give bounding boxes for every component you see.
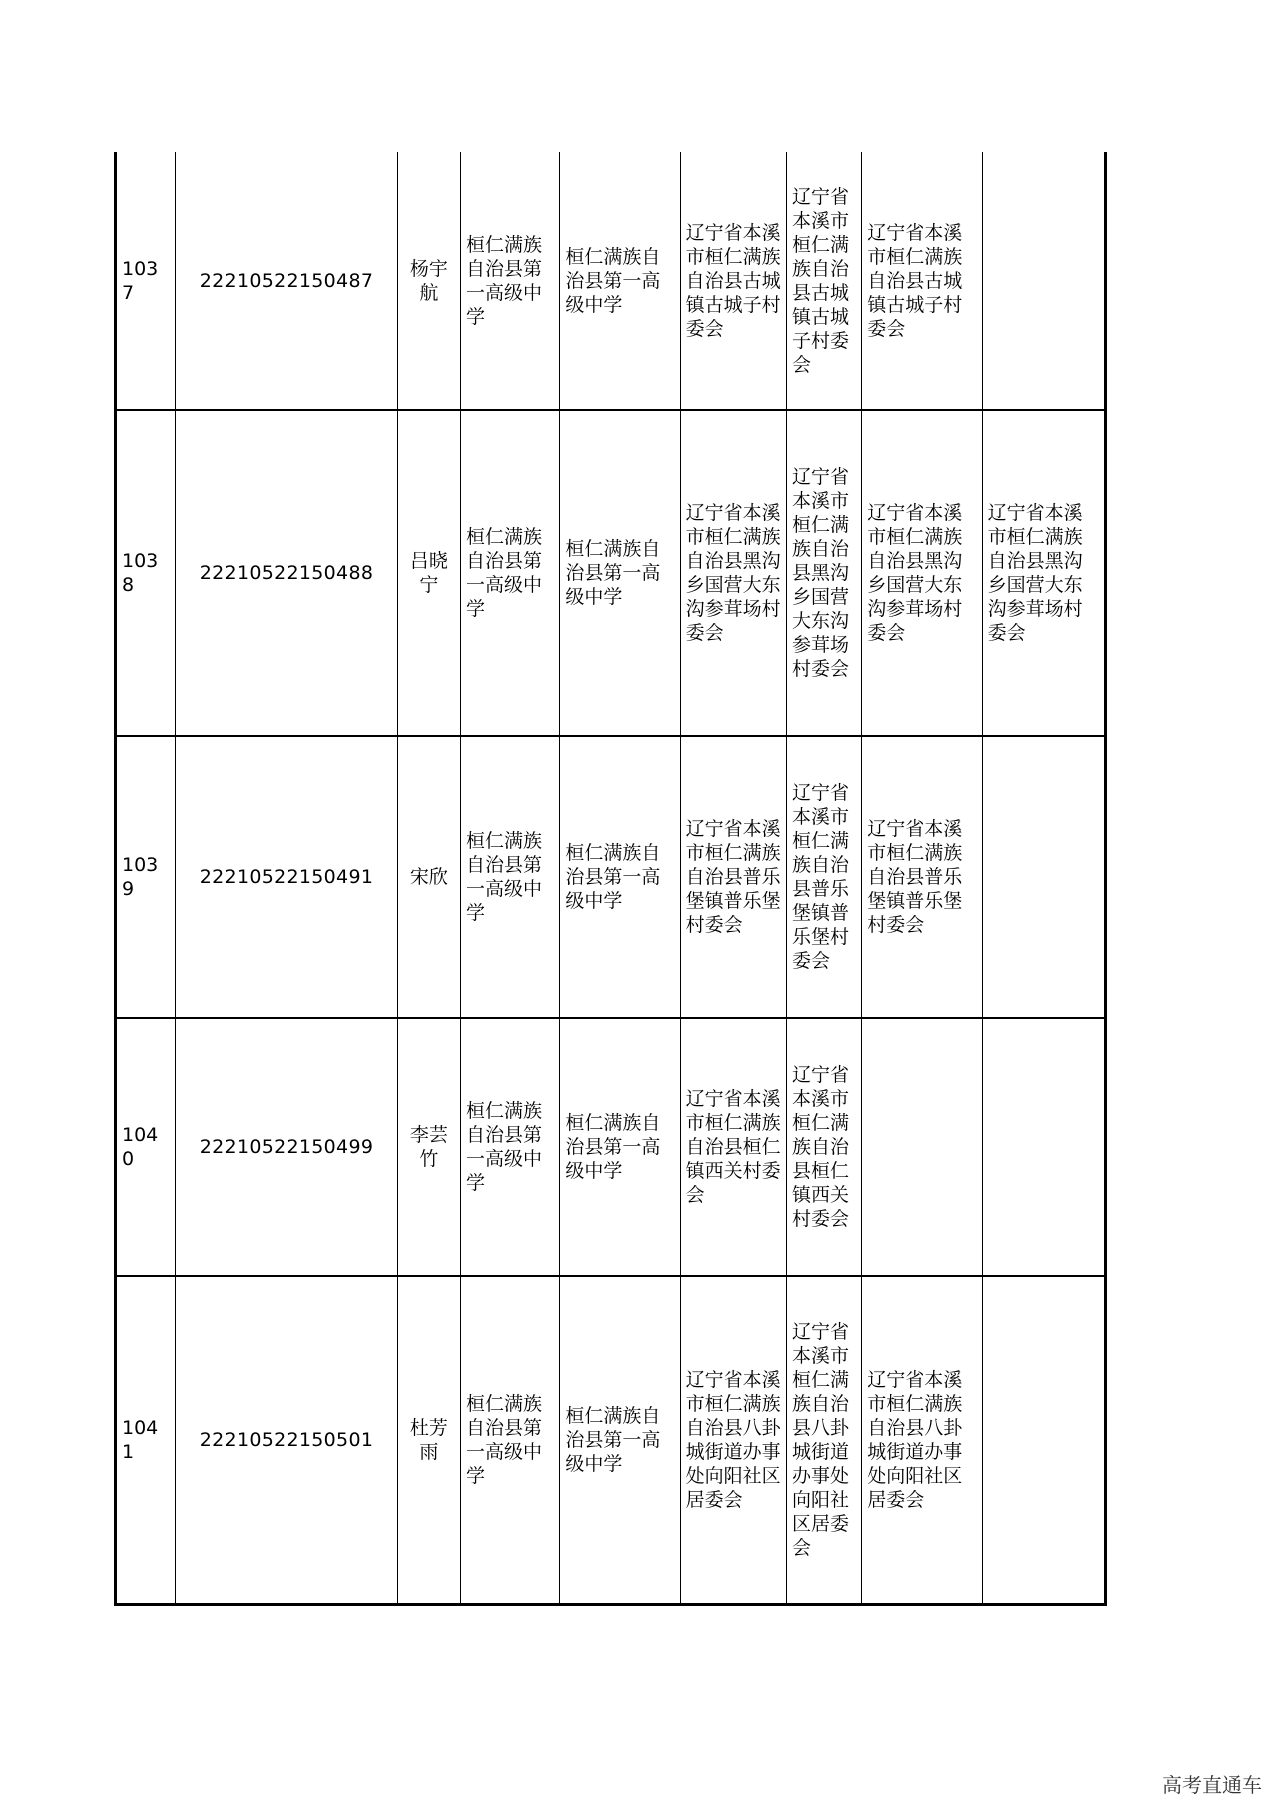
address-cell-1: 辽宁省本溪市桓仁满族自治县桓仁镇西关村委会: [680, 1018, 786, 1276]
school-cell: 桓仁满族自治县第一高级中学: [461, 152, 560, 410]
school-cell-2: 桓仁满族自治县第一高级中学: [560, 1018, 680, 1276]
address-cell-2: 辽宁省本溪市桓仁满族自治县桓仁镇西关村委会: [786, 1018, 861, 1276]
student-roster-table: [114, 152, 1107, 1606]
school-cell: 桓仁满族自治县第一高级中学: [461, 1276, 560, 1604]
school-cell-2: 桓仁满族自治县第一高级中学: [560, 152, 680, 410]
student-name-cell: 杨宇航: [397, 152, 460, 410]
school-cell: 桓仁满族自治县第一高级中学: [461, 1018, 560, 1276]
table-row: [116, 152, 1106, 410]
exam-id-cell: 22210522150487: [176, 152, 398, 410]
seq-cell: 1039: [116, 736, 176, 1018]
address-cell-3: 辽宁省本溪市桓仁满族自治县普乐堡镇普乐堡村委会: [862, 736, 982, 1018]
school-cell-2: 桓仁满族自治县第一高级中学: [560, 736, 680, 1018]
school-cell: 桓仁满族自治县第一高级中学: [461, 736, 560, 1018]
address-cell-1: 辽宁省本溪市桓仁满族自治县黑沟乡国营大东沟参茸场村委会: [680, 410, 786, 736]
table-row: [116, 1018, 1106, 1276]
table-row: [116, 410, 1106, 736]
table-row: [116, 1276, 1106, 1604]
address-cell-4: [982, 736, 1105, 1018]
address-cell-2: 辽宁省本溪市桓仁满族自治县黑沟乡国营大东沟参茸场村委会: [786, 410, 861, 736]
watermark-label: 高考直通车: [1162, 1773, 1262, 1797]
address-cell-4: [982, 1018, 1105, 1276]
address-cell-3: 辽宁省本溪市桓仁满族自治县黑沟乡国营大东沟参茸场村委会: [862, 410, 982, 736]
address-cell-3: 辽宁省本溪市桓仁满族自治县八卦城街道办事处向阳社区居委会: [862, 1276, 982, 1604]
exam-id-cell: 22210522150491: [176, 736, 398, 1018]
address-cell-3: 辽宁省本溪市桓仁满族自治县古城镇古城子村委会: [862, 152, 982, 410]
address-cell-4: [982, 1276, 1105, 1604]
address-cell-2: 辽宁省本溪市桓仁满族自治县古城镇古城子村委会: [786, 152, 861, 410]
exam-id-cell: 22210522150488: [176, 410, 398, 736]
seq-cell: 1038: [116, 410, 176, 736]
student-name-cell: 杜芳雨: [397, 1276, 460, 1604]
address-cell-1: 辽宁省本溪市桓仁满族自治县八卦城街道办事处向阳社区居委会: [680, 1276, 786, 1604]
seq-cell: 1037: [116, 152, 176, 410]
table-row: [116, 736, 1106, 1018]
seq-cell: 1041: [116, 1276, 176, 1604]
exam-id-cell: 22210522150501: [176, 1276, 398, 1604]
student-name-cell: 李芸竹: [397, 1018, 460, 1276]
address-cell-2: 辽宁省本溪市桓仁满族自治县普乐堡镇普乐堡村委会: [786, 736, 861, 1018]
address-cell-3: [862, 1018, 982, 1276]
school-cell-2: 桓仁满族自治县第一高级中学: [560, 410, 680, 736]
school-cell: 桓仁满族自治县第一高级中学: [461, 410, 560, 736]
school-cell-2: 桓仁满族自治县第一高级中学: [560, 1276, 680, 1604]
seq-cell: 1040: [116, 1018, 176, 1276]
exam-id-cell: 22210522150499: [176, 1018, 398, 1276]
address-cell-4: [982, 152, 1105, 410]
student-name-cell: 吕晓宁: [397, 410, 460, 736]
address-cell-1: 辽宁省本溪市桓仁满族自治县普乐堡镇普乐堡村委会: [680, 736, 786, 1018]
address-cell-1: 辽宁省本溪市桓仁满族自治县古城镇古城子村委会: [680, 152, 786, 410]
student-name-cell: 宋欣: [397, 736, 460, 1018]
address-cell-4: 辽宁省本溪市桓仁满族自治县黑沟乡国营大东沟参茸场村委会: [982, 410, 1105, 736]
address-cell-2: 辽宁省本溪市桓仁满族自治县八卦城街道办事处向阳社区居委会: [786, 1276, 861, 1604]
